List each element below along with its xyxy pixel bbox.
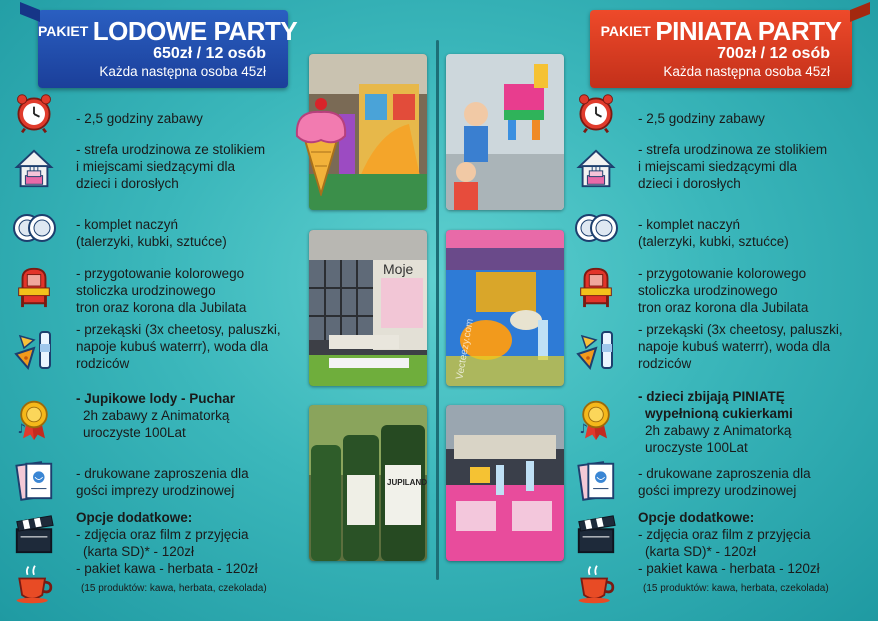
ice-cream-graphic xyxy=(291,96,351,196)
pinata-photo xyxy=(446,54,564,210)
feature-snacks: - przekąski (3x cheetosy, paluszki, napoje kubuś waterrr), woda dla rodziców xyxy=(76,322,281,371)
package-price: 700zł / 12 osób xyxy=(717,45,830,63)
plates-icon xyxy=(12,206,56,250)
pakiet-label: PAKIET xyxy=(600,23,651,39)
clapperboard-icon xyxy=(574,512,618,556)
piniata-party-header xyxy=(590,10,852,88)
feature-snacks: - przekąski (3x cheetosy, paluszki, napoje kubuś waterrr), woda dla rodziców xyxy=(638,322,843,371)
feature-birthday-zone: - strefa urodzinowa ze stolikiem i miejscami siedzącymi dla dzieci i dorosłych xyxy=(638,142,828,191)
feature-invitations: - drukowane zaproszenia dla gości imprezy urodzinowej xyxy=(76,466,249,498)
party-tables-photo xyxy=(446,405,564,561)
party-room-photo xyxy=(309,230,427,386)
package-name: LODOWE PARTY xyxy=(92,16,298,46)
extra-person-price: Każda następna osoba 45zł xyxy=(663,64,830,80)
invitation-icon xyxy=(12,458,56,502)
plates-icon xyxy=(574,206,618,250)
pakiet-label: PAKIET xyxy=(38,23,89,39)
additional-options: Opcje dodatkowe: - zdjęcia oraz film z przyjęcia (karta SD)* - 120zł - pakiet kawa - herbata - 120zł (15 produktów: kawa, herbata, czekolada) xyxy=(638,510,829,594)
invitation-icon xyxy=(574,458,618,502)
center-divider xyxy=(436,40,439,580)
bottle-label-text: JUPILAND xyxy=(387,478,427,487)
feature-birthday-table: - przygotowanie kolorowego stoliczka urodzinowego tron oraz korona dla Jubilata xyxy=(76,266,247,315)
feature-duration: - 2,5 godziny zabawy xyxy=(638,111,765,126)
alarm-clock-icon xyxy=(12,92,56,136)
clapperboard-icon xyxy=(12,512,56,556)
feature-pinata: - dzieci zbijają PINIATĘ wypełnioną cukierkami 2h zabawy z Animatorką uroczyste 100Lat xyxy=(638,389,793,455)
birthday-house-icon xyxy=(12,146,56,190)
feature-duration: - 2,5 godziny zabawy xyxy=(76,111,203,126)
medal-icon xyxy=(12,398,56,442)
feature-birthday-table: - przygotowanie kolorowego stoliczka urodzinowego tron oraz korona dla Jubilata xyxy=(638,266,809,315)
feature-tableware: - komplet naczyń (talerzyki, kubki, sztućce) xyxy=(76,217,227,249)
throne-icon xyxy=(12,265,56,309)
coffee-cup-icon xyxy=(574,562,618,606)
bottles-photo xyxy=(309,405,427,561)
feature-tableware: - komplet naczyń (talerzyki, kubki, sztućce) xyxy=(638,217,789,249)
room-sign-text: Moje xyxy=(383,261,414,277)
feature-invitations: - drukowane zaproszenia dla gości imprezy urodzinowej xyxy=(638,466,811,498)
snacks-icon xyxy=(574,328,618,372)
coffee-cup-icon xyxy=(12,562,56,606)
extra-person-price: Każda następna osoba 45zł xyxy=(99,64,266,80)
watermark-text: Vecteezy.com xyxy=(454,317,476,381)
package-name: PINIATA PARTY xyxy=(655,16,842,46)
snacks-icon xyxy=(12,328,56,372)
lodowe-party-header xyxy=(38,10,298,88)
feature-ice-cream: - Jupikowe lody - Puchar 2h zabawy z Animatorką uroczyste 100Lat xyxy=(76,391,236,440)
additional-options: Opcje dodatkowe: - zdjęcia oraz film z przyjęcia (karta SD)* - 120zł - pakiet kawa - herbata - 120zł (15 produktów: kawa, herbata, czekolada) xyxy=(76,510,267,594)
medal-icon xyxy=(574,398,618,442)
birthday-house-icon xyxy=(574,146,618,190)
alarm-clock-icon xyxy=(574,92,618,136)
feature-birthday-zone: - strefa urodzinowa ze stolikiem i miejscami siedzącymi dla dzieci i dorosłych xyxy=(76,142,266,191)
throne-icon xyxy=(574,265,618,309)
food-table-photo xyxy=(446,230,564,386)
package-price: 650zł / 12 osób xyxy=(153,45,266,63)
